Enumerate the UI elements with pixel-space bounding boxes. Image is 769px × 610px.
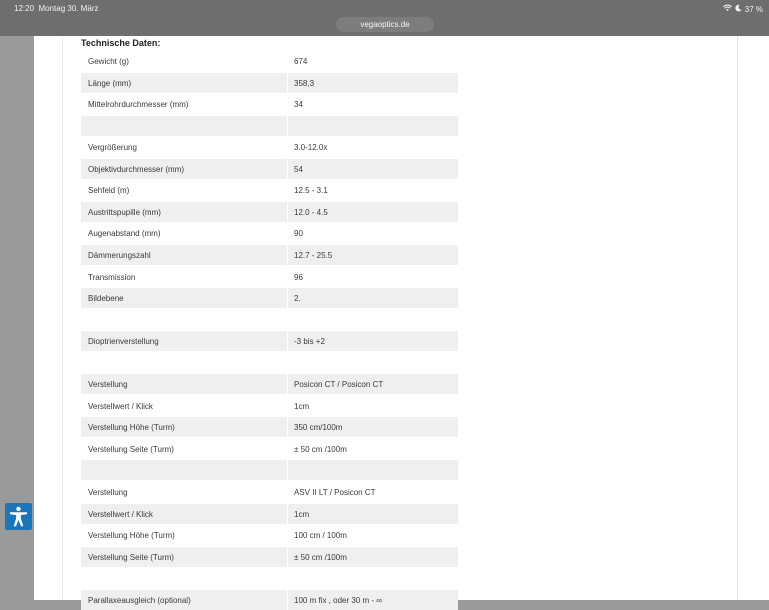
spec-label: Verstellung Seite (Turm) <box>88 553 174 562</box>
spec-value: 358,3 <box>294 79 315 88</box>
table-row <box>81 439 458 459</box>
table-row <box>81 482 458 502</box>
table-row <box>81 374 458 394</box>
spec-value: 674 <box>294 57 308 66</box>
spec-value: 350 cm/100m <box>294 423 343 432</box>
spec-label: Bildebene <box>88 294 124 303</box>
spec-value: 12.5 - 3.1 <box>294 186 328 195</box>
row-separator <box>287 417 288 437</box>
content-border-right <box>737 36 738 600</box>
row-separator <box>287 223 288 243</box>
table-row <box>81 353 458 373</box>
table-row <box>81 547 458 567</box>
spec-label: Augenabstand (mm) <box>88 229 161 238</box>
table-row <box>81 116 458 136</box>
spec-label: Verstellung <box>88 380 128 389</box>
row-separator <box>287 374 288 394</box>
row-separator <box>287 288 288 308</box>
row-separator <box>287 568 288 588</box>
row-separator <box>287 460 288 480</box>
spec-label: Mittelrohrdurchmesser (mm) <box>88 100 189 109</box>
table-row <box>81 417 458 437</box>
spec-value: ± 50 cm /100m <box>294 445 347 454</box>
status-bar <box>0 0 769 36</box>
spec-label: Verstellung Höhe (Turm) <box>88 423 175 432</box>
spec-label: Verstellung <box>88 488 128 497</box>
spec-value: ± 50 cm /100m <box>294 553 347 562</box>
row-separator <box>287 180 288 200</box>
table-row <box>81 94 458 114</box>
spec-value: ASV II LT / Posicon CT <box>294 488 376 497</box>
table-row <box>81 504 458 524</box>
row-separator <box>287 137 288 157</box>
spec-value: 1cm <box>294 510 310 519</box>
spec-value: 90 <box>294 229 303 238</box>
row-separator <box>287 504 288 524</box>
spec-value: 3.0-12.0x <box>294 143 328 152</box>
url-bar[interactable] <box>336 17 434 32</box>
spec-value: 100 cm / 100m <box>294 531 347 540</box>
table-row <box>81 288 458 308</box>
status-date: Montag 30. März <box>38 4 99 13</box>
url-text: vegaoptics.de <box>360 20 410 29</box>
table-row <box>81 223 458 243</box>
row-separator <box>287 482 288 502</box>
row-separator <box>287 51 288 71</box>
row-separator <box>287 353 288 373</box>
row-separator <box>287 245 288 265</box>
row-separator <box>287 159 288 179</box>
status-time: 12:20 <box>14 4 35 13</box>
table-row <box>81 310 458 330</box>
accessibility-button[interactable] <box>5 503 32 530</box>
row-separator <box>287 525 288 545</box>
table-row <box>81 267 458 287</box>
table-row <box>81 331 458 351</box>
spec-value: 12.0 - 4.5 <box>294 208 328 217</box>
spec-label: Objektivdurchmesser (mm) <box>88 165 185 174</box>
spec-label: Verstellung Seite (Turm) <box>88 445 174 454</box>
row-separator <box>287 396 288 416</box>
table-row <box>81 137 458 157</box>
moon-icon <box>735 4 742 14</box>
spec-value: 1cm <box>294 402 310 411</box>
spec-label: Gewicht (g) <box>88 57 129 66</box>
spec-label: Dioptrienverstellung <box>88 337 159 346</box>
spec-value: 2. <box>294 294 301 303</box>
row-separator <box>287 439 288 459</box>
accessibility-icon <box>9 506 28 527</box>
status-time-date <box>14 4 99 13</box>
spec-label: Austrittspupille (mm) <box>88 208 161 217</box>
table-row <box>81 568 458 588</box>
spec-value: 54 <box>294 165 303 174</box>
wifi-icon <box>723 4 732 14</box>
row-separator <box>287 94 288 114</box>
spec-value: 34 <box>294 100 303 109</box>
row-separator <box>287 547 288 567</box>
spec-label: Vergrößerung <box>88 143 137 152</box>
row-separator <box>287 331 288 351</box>
row-separator <box>287 267 288 287</box>
row-separator <box>287 116 288 136</box>
table-row <box>81 245 458 265</box>
table-row <box>81 590 458 610</box>
table-row <box>81 180 458 200</box>
row-separator <box>287 73 288 93</box>
table-row <box>81 396 458 416</box>
table-row <box>81 159 458 179</box>
spec-value: 96 <box>294 273 303 282</box>
row-separator <box>287 202 288 222</box>
battery-percent: 37 % <box>744 4 763 14</box>
table-row <box>81 202 458 222</box>
spec-label: Verstellwert / Klick <box>88 510 153 519</box>
table-row <box>81 51 458 71</box>
row-separator <box>287 590 288 610</box>
status-indicators <box>723 4 763 14</box>
spec-value: 12.7 - 25.5 <box>294 251 333 260</box>
section-title: Technische Daten: <box>81 38 161 48</box>
spec-value: 100 m fix , oder 30 m - ∞ <box>294 596 382 605</box>
spec-label: Verstellwert / Klick <box>88 402 153 411</box>
table-row <box>81 460 458 480</box>
spec-label: Länge (mm) <box>88 79 132 88</box>
spec-label: Parallaxeausgleich (optional) <box>88 596 191 605</box>
spec-label: Verstellung Höhe (Turm) <box>88 531 175 540</box>
content-border-left <box>62 36 63 600</box>
spec-value: -3 bis +2 <box>294 337 325 346</box>
spec-value: Posicon CT / Posicon CT <box>294 380 384 389</box>
table-row <box>81 73 458 93</box>
spec-label: Sehfeld (m) <box>88 186 130 195</box>
row-separator <box>287 310 288 330</box>
table-row <box>81 525 458 545</box>
spec-label: Dämmerungszahl <box>88 251 151 260</box>
spec-label: Transmission <box>88 273 136 282</box>
